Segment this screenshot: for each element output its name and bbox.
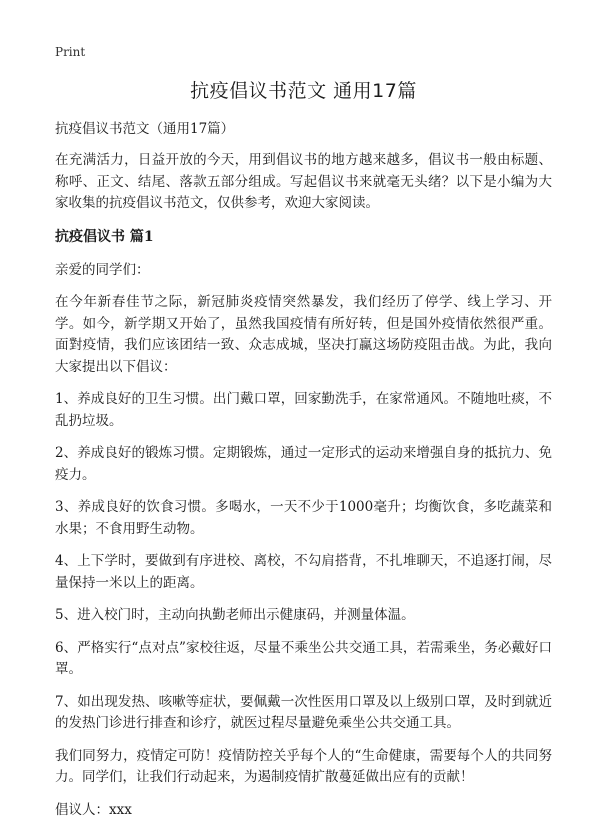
proposal-item: 3、养成良好的饮食习惯。多喝水，一天不少于1000毫升；均衡饮食，多吃蔬菜和水果；不食用野生动物。: [55, 499, 552, 537]
proposal-item: 1、养成良好的卫生习惯。出门戴口罩，回家勤洗手，在家常通风。不随地吐痰，不乱扔垃圾。: [55, 391, 552, 429]
closing-paragraph: 我们同努力，疫情定可防！疫情防控关乎每个人的“生命健康，需要每个人的共同努力。同学们，让我们行动起来，为遏制疫情扩散蔓延做出应有的贡献！: [55, 747, 552, 785]
proposal-item: 4、上下学时，要做到有序进校、离校，不勾肩搭背，不扎堆聊天，不追逐打闹，尽量保持一米以上的距离。: [55, 553, 552, 591]
section-heading: 抗疫倡议书 篇1: [55, 228, 154, 245]
proposal-item: 2、养成良好的锻炼习惯。定期锻炼，通过一定形式的运动来增强自身的抵抗力、免疫力。: [55, 445, 552, 483]
proposal-item: 6、严格实行“点对点”家校往返，尽量不乘坐公共交通工具，若需乘坐，务必戴好口罩。: [55, 639, 552, 677]
print-link[interactable]: Print: [55, 45, 86, 59]
intro-paragraph: 在充满活力，日益开放的今天，用到倡议书的地方越来越多，倡议书一般由标题、称呼、正文、结尾、落款五部分组成。写起倡议书来就毫无头绪？以下是小编为大家收集的抗疫倡议书范文，仅供参考，欢迎大家阅读。: [55, 152, 552, 211]
proposal-item: 7、如出现发热、咳嗽等症状，要佩戴一次性医用口罩及以上级别口罩，及时到就近的发热门诊进行排查和诊疗，就医过程尽量避免乘坐公共交通工具。: [55, 693, 552, 731]
signer-line: 倡议人：xxx: [55, 801, 132, 818]
document-title: 抗疫倡议书范文 通用17篇: [190, 80, 417, 102]
proposal-item: 5、进入校门时，主动向执勤老师出示健康码，并测量体温。: [55, 607, 415, 623]
body-intro-paragraph: 在今年新春佳节之际，新冠肺炎疫情突然暴发，我们经历了停学、线上学习、开学。如今，新学期又开始了，虽然我国疫情有所好转，但是国外疫情依然很严重。面對疫情，我们应该团结一致、众志成城，坚决打赢这场防疫阻击战。为此，我向大家提出以下倡议：: [55, 294, 552, 375]
greeting: 亲爱的同学们：: [55, 261, 150, 278]
document-subtitle: 抗疫倡议书范文（通用17篇）: [55, 121, 235, 137]
